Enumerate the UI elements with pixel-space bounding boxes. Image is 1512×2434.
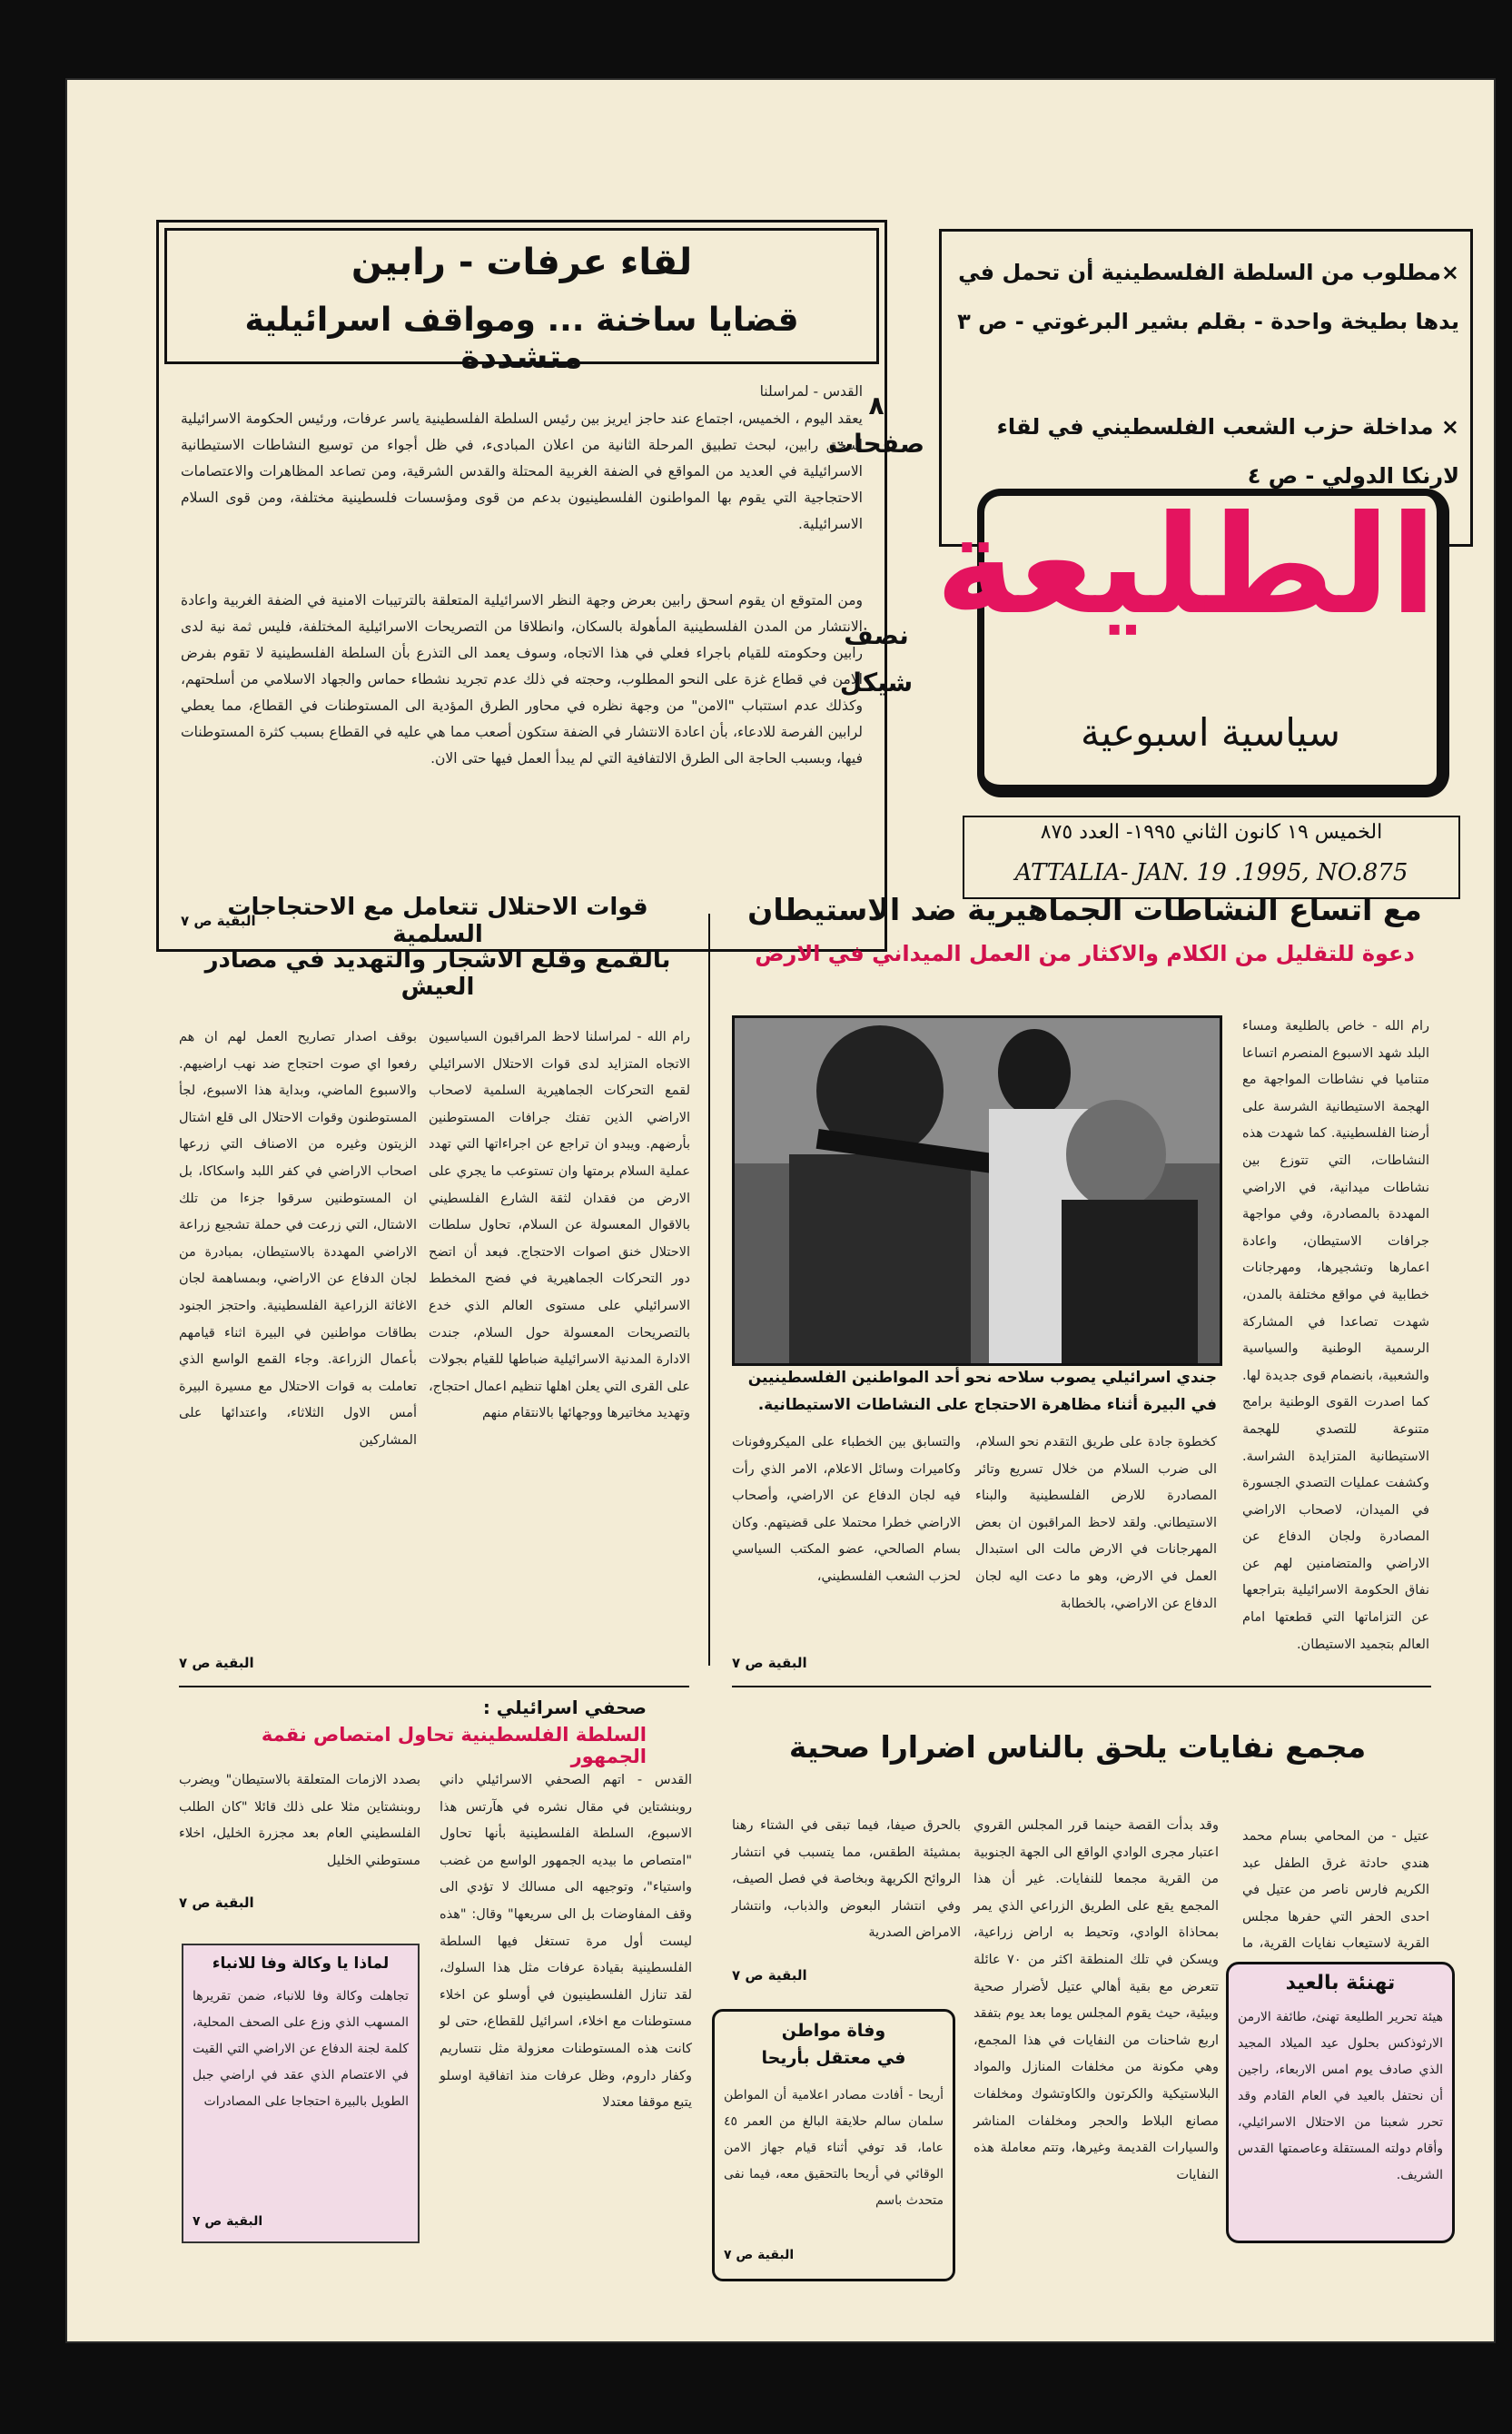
waste-continued: البقية ص ٧ <box>732 1967 807 1984</box>
greeting-title: تهنئة بالعيد <box>1285 1972 1396 1994</box>
settlement-photo <box>732 1015 1222 1366</box>
summit-headline-box <box>164 228 879 376</box>
issue-date-arabic: الخميس ١٩ كانون الثاني ١٩٩٥- العدد ٨٧٥ <box>1040 821 1383 844</box>
masthead-tagline: سياسية اسبوعية <box>1081 710 1340 755</box>
waste-column-2: وقد بدأت القصة حينما قرر المجلس القروي اعتبار مجرى الوادي الواقع الى الجهة الجنوبية من القرية مجمعا للنفايات. غير أن هذا المجمع يقع على الطريق الزراعي الذي يمر بمحاذاة الوادي، وتحيط به اراض زراعية، ويسكن في تلك المنطقة اكثر من ٧٠ عائلة تتعرض مع بقية أهالي عتيل لأضرار صحية وبيئية، حيث يقوم المجلس يوما بعد يوم بتفقد اربع شاحنات من النفايات في هذا المجمع، وهي مكونة من مخلفات المنازل والمواد البلاستيكية والكرتون والكاوتشوك ومخلفات مصانع البلاط والحجر ومخلفات المناشر والسيارات القديمة وغيرها، وتتم معاملة هذه النفايات <box>973 1818 1219 2182</box>
press-column-2: بصدد الازمات المتعلقة بالاستيطان" ويضرب روبنشتاين مثلا على ذلك قائلا "كان الطلب الفلسطيني العام بعد مجزرة الخليل، اخلاء مستوطني الخليل <box>179 1773 420 1868</box>
settlement-title: مع اتساع النشاطات الجماهيرية ضد الاستيطان <box>747 892 1422 927</box>
waste-column-1: عتيل - من المحامي بسام محمد هندي حادثة غرق الطفل عبد الكريم فارس ناصر من عتيل في احدى الحفر التي حفرها مجلس القرية لاستيعاب نفايات القرية، ما <box>1242 1829 1429 1952</box>
issue-dateline <box>963 816 1460 899</box>
greeting-box <box>1226 1962 1455 2243</box>
column-divider <box>708 914 710 1666</box>
waste-title: مجمع نفايات يلحق بالناس اضرارا صحية <box>788 1729 1367 1765</box>
settlement-column-3: والتسابق بين الخطباء على الميكروفونات وكاميرات وسائل الاعلام، الامر الذي رأت فيه لجان الدفاع عن الاراضي، وأصحاب الاراضي خطرا محتملا على قضيتهم. وكان بسام الصالحي، عضو المكتب السياسي لحزب الشعب الفلسطيني، <box>732 1435 961 1584</box>
summit-article <box>156 220 887 952</box>
wafa-title: لماذا يا وكالة وفا للانباء <box>212 1954 390 1973</box>
photo-caption: جندي اسرائيلي يصوب سلاحه نحو أحد المواطنين الفلسطينيين في البيرة أثناء مظاهرة الاحتجاج على النشاطات الاستيطانية. <box>747 1369 1217 1414</box>
suppression-column-2: بوقف اصدار تصاريح العمل لهم ان هم رفعوا اي صوت احتجاج ضد نهب اراضيهم. والاسبوع الماضي، وبداية هذا الاسبوع، لجأ المستوطنون وقوات الاحتلال الى قلع اشتال الزيتون وغيره من الاصناف التي زرعها اصحاب الاراضي في كفر اللبد واسكاكا، بل ان المستوطنين سرقوا جزءا من تلك الاشتال، التي زرعت في حملة تشجيع زراعة الاراضي المهددة بالاستيطان، بمبادرة من لجان الدفاع عن الاراضي، وبمساهمة لجان الاغاثة الزراعية الفلسطينية. واحتجز الجنود بطاقات مواطنين في البيرة اثناء قيامهم بأعمال الزراعة. وجاء القمع الواسع الذي تعاملت به قوات الاحتلال مع مسيرة البيرة أمس الاول الثلاثاء، واعتدائها على المشاركين <box>179 1030 417 1448</box>
summit-subtitle: قضايا ساخنة ... ومواقف اسرائيلية متشددة <box>244 302 799 376</box>
death-title-2: في معتقل بأريحا <box>761 2048 906 2068</box>
suppression-title-1: قوات الاحتلال تتعامل مع الاحتجاجات السلمية <box>227 894 648 948</box>
summit-continued: البقية ص ٧ <box>181 913 256 929</box>
detainee-death-box <box>712 2009 955 2281</box>
wafa-box <box>182 1944 420 2243</box>
death-body: أريحا - أفادت مصادر اعلامية أن المواطن سلمان سالم حلايقة البالغ من العمر ٤٥ عاما، قد توفي أثناء قيام جهاز الامن الوقائي في أريحا بالتحقيق معه، فيما نفى متحدث باسم <box>724 2088 944 2208</box>
price: نصف شيكل <box>839 620 914 698</box>
masthead-logo: الطليعة <box>935 487 1437 645</box>
newspaper-page <box>65 78 1496 2343</box>
suppression-title-2: بالقمع وقلع الاشجار والتهديد في مصادر العيش <box>204 946 671 1001</box>
settlement-continued: البقية ص ٧ <box>732 1655 807 1671</box>
summit-paragraph-1: يعقد اليوم ، الخميس، اجتماع عند حاجز ايريز بين رئيس السلطة الفلسطينية ياسر عرفات، ورئيس الحكومة الاسرائيلية اسحق رابين، لبحث تطبيق المرحلة الثانية من اعلان المبادىء، في ظل أجواء من توسيع النشاطات الاستيطانية الاسرائيلية في العديد من المواقع في الضفة الغربية المحتلة والقدس الشرقية، ومن تصاعد المظاهرات والاعتصامات الاحتجاجية التي يقوم بها المواطنون الفلسطينيون بدعم من قوى ومؤسسات فلسطينية مختلفة، ومن قوى السلام الاسرائيلية. <box>181 411 863 532</box>
wafa-body: تجاهلت وكالة وفا للانباء، ضمن تقريرها المسهب الذي وزع على الصحف المحلية، كلمة لجنة الدفاع عن الاراضي التي القيت في الاعتصام الذي عقد في اراضي جبل الطويل بالبيرة احتجاجا على المصادرات <box>193 1989 409 2109</box>
masthead <box>935 487 1449 797</box>
waste-column-3: بالحرق صيفا، فيما تبقى في الشتاء رهنا بمشيئة الطقس، مما يتسبب في انتشار الروائح الكريهة وبخاصة في فصل الصيف، وفي انتشار البعوض والذباب، وانتشار الامراض الصدرية <box>732 1818 961 1941</box>
press-column-1: القدس - اتهم الصحفي الاسرائيلي داني روبنشتاين في مقال نشره في هآرتس هذا الاسبوع، السلطة الفلسطينية بأنها تحاول "امتصاص ما بيديه الجمهور الواسع من غضب واستياء"، وتوجيهه الى مسالك لا تؤدي الى وقف المفاوضات بل الى سريعها" وقال: "هذه ليست أول مرة تستغل فيها السلطة الفلسطينية بقيادة عرفات مثل هذا السلوك، لقد تنازل الفلسطينيون في أوسلو عن اخلاء مستوطنات مع اخلاء، اسرائيل للقطاع، حتى لو كانت هذه المستوطنات معزولة مثل نتساريم وكفار داروم، وظل عرفات منذ اتفاقية اوسلو يتبع موقفا معتدلا <box>440 1773 692 2111</box>
suppression-continued: البقية ص ٧ <box>179 1655 254 1671</box>
section-rule-left <box>179 1686 689 1687</box>
press-kicker: صحفي اسرائيلي : <box>482 1697 647 1718</box>
section-rule-right <box>732 1686 1431 1687</box>
summit-dateline: القدس - لمراسلنا <box>759 383 863 400</box>
soldier-photo-graphic <box>735 1018 1220 1363</box>
settlement-subtitle: دعوة للتقليل من الكلام والاكثار من العمل الميداني في الارض <box>755 941 1415 966</box>
settlement-column-1: رام الله - خاص بالطليعة ومساء البلد شهد الاسبوع المنصرم اتساعا متناميا في نشاطات المواجهة مع الهجمة الاستيطانية الشرسة على أرضنا الفلسطينية. كما شهدت هذه النشاطات، التي تتوزع بين نشاطات ميدانية، في الاراضي المهددة بالمصادرة، وفي مواجهة جرافات الاستيطان، واعادة اعمارها وتشجيرها، ومهرجانات خطابية في مواقع مختلفة بالمدن، شهدت تصاعدا في المشاركة الرسمية الوطنية والسياسية والشعبية، بانضمام قوى جديدة لها. كما اصدرت القوى الوطنية برامج متنوعة للتصدي للهجمة الاستيطانية المتزايدة الشراسة. وكشفت عمليات التصدي الجسورة في الميدان، لاصحاب الاراضي المصادرة ولجان الدفاع عن الاراضي والمتضامنين لهم عن نفاق الحكومة الاسرائيلية بتراجعها عن التزاماتها التي قطعتها امام العالم بتجميد الاستيطان. <box>1242 1019 1429 1652</box>
settlement-column-2: كخطوة جادة على طريق التقدم نحو السلام، الى ضرب السلام من خلال تسريع وتائر المصادرة للارض الفلسطينية والبناء الاستيطاني. ولقد لاحظ المراقبون ان بعض المهرجانات في الارض مالت الى استبدال العمل في الارض، وهو ما دعت اليه لجان الدفاع عن الاراضي، بالخطابة <box>975 1435 1217 1611</box>
death-title-1: وفاة مواطن <box>781 2021 886 2041</box>
press-continued: البقية ص ٧ <box>179 1895 254 1911</box>
page-count: ٨ صفحات <box>827 391 925 459</box>
suppression-column-1: رام الله - لمراسلنا لاحظ المراقبون السياسيون الاتجاه المتزايد لدى قوات الاحتلال الاسرائيلي لقمع التحركات الجماهيرية السلمية لاصحاب الاراضي الذين تفتك جرافات المستوطنين بأرضهم. ويبدو ان تراجع عن اجراءاتها التي تهدد عملية السلام برمتها وان تستوعب ما يجري على الارض من فقدان لثقة الشارع الفلسطيني بالاقوال المعسولة عن السلام، تحاول سلطات الاحتلال خنق اصوات الاحتجاج. فبعد أن اتضح دور التحركات الجماهيرية في فضح المخطط الاسرائيلي على مستوى العالم الذي خدع بالتصريحات المعسولة حول السلام، جندت الادارة المدنية الاسرائيلية ضباطها للقيام بجولات على القرى التي يعلن اهلها تنظيم اعمال احتجاج، وتهديد مخاتيرها ووجهائها بالانتقام منهم <box>429 1030 690 1421</box>
summit-paragraph-2: ومن المتوقع ان يقوم اسحق رابين بعرض وجهة النظر الاسرائيلية المتعلقة بالترتيبات الامنية في الضفة الغربية واعادة الانتشار من المدن الفلسطينية المأهولة بالسكان، وانطلاقا من التصريحات الاسرائيلية المختلفة، فليس ثمة نية لدى رابين وحكومته للقيام باجراء فعلي في هذا الاتجاه، وسوف يعمد الى التذرع بأن السلطة الفلسطينية لا تقوم بفرض الامن في قطاع غزة على النحو المطلوب، وحجته في ذلك عدم تجريد نشطاء حماس والجهاد الاسلامي من أسلحتهم، وكذلك عدم استتباب "الامن" من وجهة نظره في محاور الطرق المؤدية الى المستوطنات في القطاع، مما يعطي لرابين الفرصة للادعاء، بأن اعادة الانتشار في الضفة ستكون أصعب مما هي عليه في القطاع بسبب كثرة المستوطنات فيها، وبسبب الحاجة الى الطرق الالتفافية التي لم يبدأ العمل فيها حتى الان. <box>181 592 863 767</box>
death-continued: البقية ص ٧ <box>724 2248 795 2262</box>
wafa-continued: البقية ص ٧ <box>193 2214 263 2229</box>
issue-date-english: ATTALIA- JAN. 19 .1995, NO.875 <box>1014 859 1408 886</box>
greeting-body: هيئة تحرير الطليعة تهنئ، طائفة الارمن الارثوذكس بحلول عيد الميلاد المجيد الذي صادف يوم امس الاربعاء، راجين أن نحتفل بالعيد في العام القادم وقد تحرر شعبنا من الاحتلال الاسرائيلي، وأقام دولته المستقلة وعاصمتها القدس الشريف. <box>1238 2010 1443 2182</box>
summit-title: لقاء عرفات - رابين <box>351 242 693 283</box>
press-title: السلطة الفلسطينية تحاول امتصاص نقمة الجمهور <box>261 1724 647 1767</box>
teaser-2: × مداخلة حزب الشعب الفلسطيني في لقاء لارنكا الدولي - ص ٤ <box>996 414 1459 489</box>
teaser-1: ×مطلوب من السلطة الفلسطينية أن تحمل في يدها بطيخة واحدة - بقلم بشير البرغوتي - ص ٣ <box>957 260 1459 334</box>
